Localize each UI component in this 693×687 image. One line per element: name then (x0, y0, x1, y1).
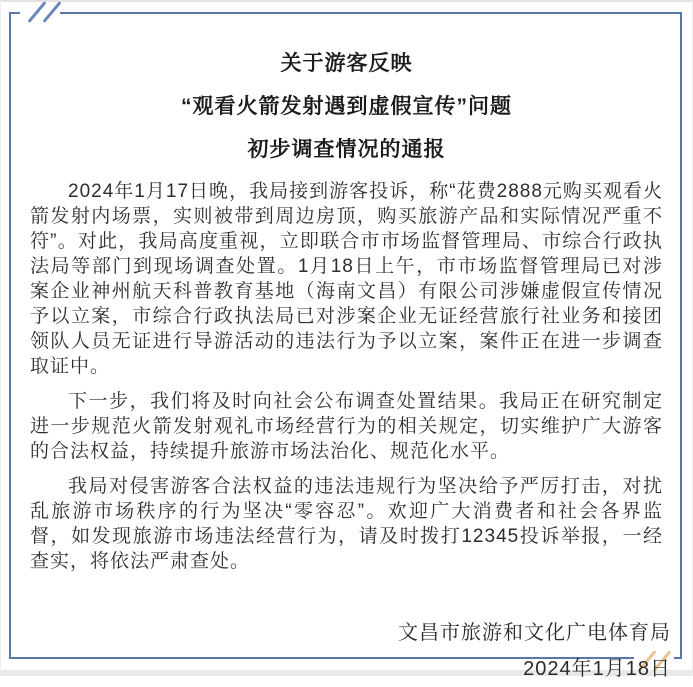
signature-date: 2024年1月18日 (523, 658, 671, 680)
notice-title-line-3: 初步调查情况的通报 (247, 138, 446, 161)
notice-title-line-2: “观看火箭发射遇到虚假宣传”问题 (181, 95, 512, 118)
notice-paragraph-3: 我局对侵害游客合法权益的违法违规行为坚决给予严厉打击，对扰乱旅游市场秩序的行为坚决“零容忍”。欢迎广大消费者和社会各界监督，如发现旅游市场违法经营行为，请及时拨打12345投诉举报，一经查实，将依法严肃查处。 (30, 476, 663, 572)
notice-content (30, 0, 671, 687)
notice-paragraph-1: 2024年1月17日晚，我局接到游客投诉，称“花费2888元购买观看火箭发射内场票，实则被带到周边房顶，购买旅游产品和实际情况严重不符”。对此，我局高度重视，立即联合市市场监督管理局、市综合行政执法局等部门到现场调查处置。1月18日上午，市市场监督管理局已对涉案企业神州航天科普教育基地（海南文昌）有限公司涉嫌虚假宣传情况予以立案，市综合行政执法局已对涉案企业无证经营旅行社业务和接团领队人员无证进行导游活动的违法行为予以立案，案件正在进一步调查取证中。 (30, 181, 663, 377)
notice-title-line-1: 关于游客反映 (280, 52, 413, 75)
notice-title (30, 42, 663, 171)
notice-signature (30, 615, 671, 687)
signature-org: 文昌市旅游和文化广电体育局 (398, 622, 671, 644)
page-edge-left (0, 0, 1, 676)
notice-body (30, 179, 663, 574)
notice-paragraph-2: 下一步，我们将及时向社会公布调查处置结果。我局正在研究制定进一步规范火箭发射观礼市场经营行为的相关规定，切实维护广大游客的合法权益，持续提升旅游市场法治化、规范化水平。 (30, 391, 663, 462)
